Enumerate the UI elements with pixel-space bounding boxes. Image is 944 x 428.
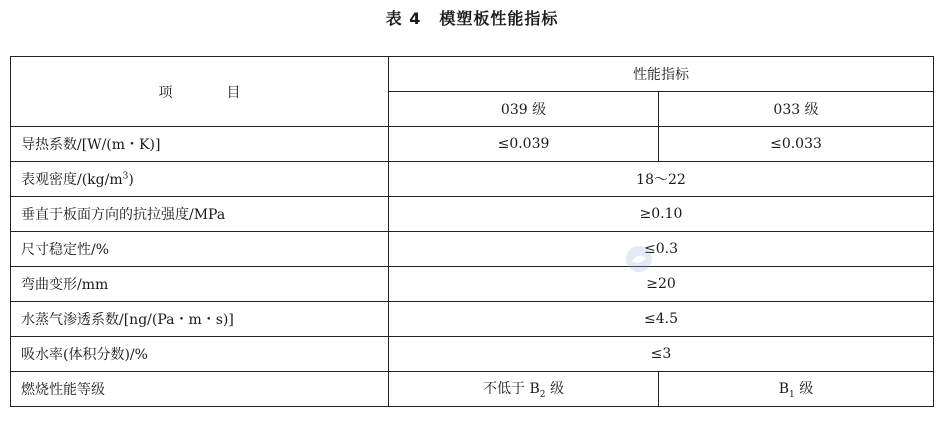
- row-value: ≤4.5: [389, 302, 934, 337]
- row-label: 燃烧性能等级: [11, 372, 389, 407]
- value-subscript: 1: [789, 389, 795, 400]
- performance-index-header: 性能指标: [389, 57, 934, 92]
- grade-033-header: 033 级: [659, 92, 934, 127]
- row-value-033: ≤0.033: [659, 127, 934, 162]
- row-label: 尺寸稳定性/%: [11, 232, 389, 267]
- row-label: [11, 162, 389, 197]
- row-value-039: [389, 372, 659, 407]
- row-value-033: [659, 372, 934, 407]
- table-number: 表 4: [385, 9, 422, 28]
- value-text: 不低于 B: [483, 381, 540, 398]
- item-header: [11, 57, 389, 127]
- item-header-char-1: 项: [158, 84, 173, 101]
- value-suffix: 级: [545, 381, 564, 398]
- row-value: ≥0.10: [389, 197, 934, 232]
- row-label: 吸水率(体积分数)/%: [11, 337, 389, 372]
- row-label: 弯曲变形/mm: [11, 267, 389, 302]
- row-label-suffix: ): [128, 172, 134, 188]
- table-row: [11, 162, 934, 197]
- row-label: 水蒸气渗透系数/[ng/(Pa・m・s)]: [11, 302, 389, 337]
- grade-039-header: 039 级: [389, 92, 659, 127]
- table-row: [11, 232, 934, 267]
- row-value-039: ≤0.039: [389, 127, 659, 162]
- table-row: [11, 267, 934, 302]
- table-title: 模塑板性能指标: [439, 9, 559, 28]
- performance-table: [10, 56, 934, 407]
- value-subscript: 2: [539, 389, 546, 400]
- table-caption: [0, 6, 944, 29]
- row-label: 导热系数/[W/(m・K)]: [11, 127, 389, 162]
- row-value: ≤3: [389, 337, 934, 372]
- watermark-logo-icon: [624, 244, 654, 274]
- table-row: [11, 302, 934, 337]
- row-label-superscript: 3: [122, 171, 129, 182]
- table-row: [11, 197, 934, 232]
- row-label-text: 表观密度/(kg/m: [21, 172, 123, 188]
- row-value: ≥20: [389, 267, 934, 302]
- table-row: [11, 337, 934, 372]
- table-row: [11, 372, 934, 407]
- row-value: ≤0.3: [389, 232, 934, 267]
- item-header-char-2: 目: [226, 84, 241, 101]
- value-text: B: [778, 381, 790, 398]
- row-label: 垂直于板面方向的抗拉强度/MPa: [11, 197, 389, 232]
- value-suffix: 级: [794, 381, 814, 398]
- header-row-1: [11, 57, 934, 92]
- row-value: 18～22: [389, 162, 934, 197]
- table-row: [11, 127, 934, 162]
